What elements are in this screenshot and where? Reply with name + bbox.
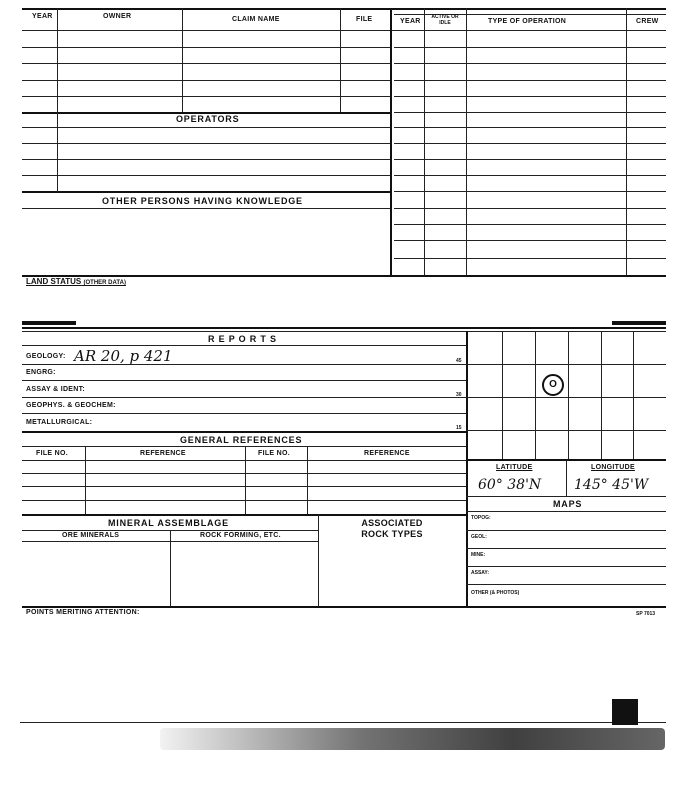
grid-mark: O [542,374,564,396]
scan-black-square [612,699,638,725]
ore-minerals-label: ORE MINERALS [62,532,120,539]
report-metallurgical-num: 15 [456,425,462,431]
header-type-of-operation: TYPE OF OPERATION [488,18,567,25]
report-assay-label: ASSAY & IDENT: [26,386,86,393]
land-status-label: LAND STATUS (OTHER DATA) [26,277,126,286]
header-year: YEAR [32,13,53,20]
report-engrg-label: ENGRG: [26,369,56,376]
map-other-label: OTHER (& PHOTOS) [471,590,520,596]
genref-header-file-no-2: FILE NO. [258,450,290,457]
reports-title: R E P O R T S [208,334,277,344]
scan-edge-line [20,722,666,723]
general-references-title: GENERAL REFERENCES [180,435,303,445]
header-year-2: YEAR [400,18,421,25]
rock-forming-label: ROCK FORMING, ETC. [200,532,281,539]
scan-smudge [160,728,665,750]
report-assay-num: 30 [456,392,462,398]
map-mine-label: MINE: [471,552,486,558]
map-geol-label: GEOL: [471,534,487,540]
genref-header-reference-2: REFERENCE [364,450,410,457]
scan-bar-right [612,321,666,325]
associated-rock-types-label: ASSOCIATED ROCK TYPES [361,518,423,539]
map-topog-label: TOPOG: [471,515,491,521]
longitude-label: LONGITUDE [591,464,635,471]
genref-header-file-no-1: FILE NO. [36,450,68,457]
report-geology-label: GEOLOGY: [26,353,66,360]
map-assay-label: ASSAY: [471,570,490,576]
mineral-assemblage-title: MINERAL ASSEMBLAGE [108,518,229,528]
header-active-or-idle: ACTIVE OR IDLE [431,14,459,26]
maps-title: MAPS [553,499,583,509]
header-crew: CREW [636,18,659,25]
genref-header-reference-1: REFERENCE [140,450,186,457]
report-geology-value: AR 20, p 421 [74,347,173,365]
other-persons-label: OTHER PERSONS HAVING KNOWLEDGE [102,196,303,206]
latitude-label: LATITUDE [496,464,533,471]
longitude-value: 145° 45'W [574,477,649,493]
header-owner: OWNER [103,13,132,20]
header-claim-name: CLAIM NAME [232,16,280,23]
operators-label: OPERATORS [176,114,240,124]
points-meriting-attention-label: POINTS MERITING ATTENTION: [26,609,140,616]
latitude-value: 60° 38'N [478,477,542,493]
scan-bar-left [22,321,76,325]
report-metallurgical-label: METALLURGICAL: [26,419,93,426]
header-file: FILE [356,16,373,23]
report-geophys-label: GEOPHYS. & GEOCHEM: [26,402,116,409]
form-code: SP 7013 [636,611,656,617]
report-geology-num: 45 [456,358,462,364]
